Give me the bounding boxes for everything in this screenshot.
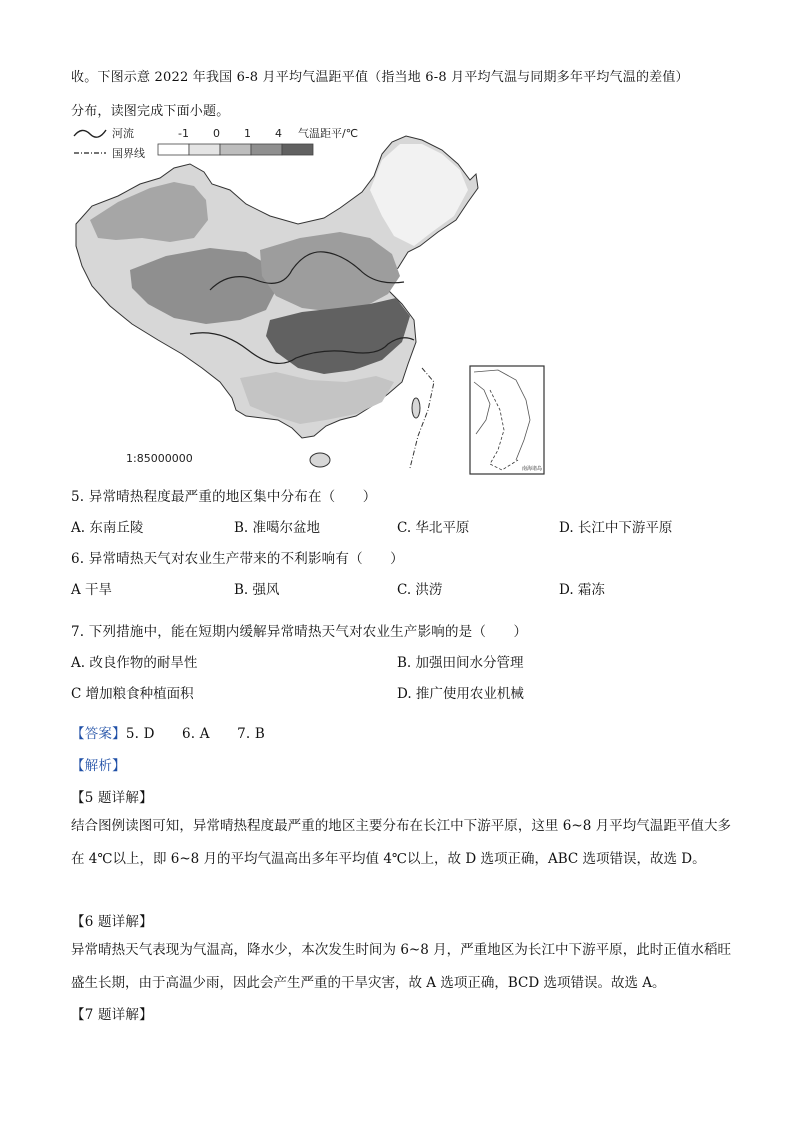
question-7-option-a[interactable]: A. 改良作物的耐旱性 — [71, 655, 198, 671]
question-6-option-b[interactable]: B. 强风 — [234, 582, 280, 598]
answer-text: 5. D 6. A 7. B — [125, 726, 266, 742]
river-legend-icon — [74, 130, 106, 137]
china-map — [76, 136, 478, 468]
legend-swatch-3 — [220, 144, 251, 155]
question-6-stem: 6. 异常晴热天气对农业生产带来的不利影响有（ ） — [71, 551, 404, 567]
maritime-border — [410, 368, 434, 468]
question-5-option-a[interactable]: A. 东南丘陵 — [71, 520, 144, 536]
legend-tick-3: 1 — [244, 127, 251, 140]
answer-line — [71, 722, 265, 742]
question-5-stem: 5. 异常晴热程度最严重的地区集中分布在（ ） — [71, 489, 377, 505]
intro-line-1: 收。下图示意 2022 年我国 6-8 月平均气温距平值（指当地 6-8 月平均气温与同期多年平均气温的差值） — [71, 70, 689, 85]
q7-detail-heading: 【7 题详解】 — [71, 1007, 153, 1023]
legend-swatch-1 — [158, 144, 189, 155]
question-6-option-c[interactable]: C. 洪涝 — [397, 582, 443, 598]
hainan-island — [310, 453, 330, 467]
map-scale: 1:85000000 — [126, 452, 193, 465]
q5-detail-text: 结合图例读图可知，异常晴热程度最严重的地区主要分布在长江中下游平原，这里 6~8 月平均气温距平值大多在 4℃以上，即 6~8 月的平均气温高出多年平均值 4℃以上，故 D 选项正确，ABC 选项错误，故选 D。 — [71, 818, 731, 867]
question-5-option-b[interactable]: B. 准噶尔盆地 — [234, 520, 321, 536]
legend-colorbar — [158, 144, 313, 155]
legend-swatch-2 — [189, 144, 220, 155]
question-6-option-d[interactable]: D. 霜冻 — [559, 582, 605, 598]
question-7-option-d[interactable]: D. 推广使用农业机械 — [397, 686, 524, 702]
xinjiang-region — [90, 182, 208, 242]
temperature-anomaly-map — [70, 120, 550, 480]
legend-tick-1: -1 — [178, 127, 189, 140]
legend-tick-2: 0 — [213, 127, 220, 140]
legend-swatch-4 — [251, 144, 282, 155]
q6-detail-text: 异常晴热天气表现为气温高，降水少，本次发生时间为 6~8 月，严重地区为长江中下游平原，此时正值水稻旺盛生长期，由于高温少雨，因此会产生严重的干旱灾害，故 A 选项正确，BCD 选项错误。故选 A。 — [71, 942, 731, 991]
analysis-tag: 【解析】 — [71, 758, 126, 774]
legend-tick-4: 4 — [275, 127, 282, 140]
taiwan-island — [412, 398, 420, 418]
legend-title: 气温距平/℃ — [298, 127, 359, 140]
question-5-option-c[interactable]: C. 华北平原 — [397, 520, 470, 536]
answer-tag: 【答案】 — [71, 726, 126, 742]
border-legend-label: 国界线 — [112, 147, 145, 160]
question-6-option-a[interactable]: A 干旱 — [71, 582, 113, 598]
south-china-sea-inset — [470, 366, 544, 474]
question-7-option-b[interactable]: B. 加强田间水分管理 — [397, 655, 524, 671]
legend-swatch-5 — [282, 144, 313, 155]
river-legend-label: 河流 — [112, 127, 134, 140]
question-7-stem: 7. 下列措施中，能在短期内缓解异常晴热天气对农业生产影响的是（ ） — [71, 624, 528, 640]
question-5-option-d[interactable]: D. 长江中下游平原 — [559, 520, 673, 536]
q5-detail-heading: 【5 题详解】 — [71, 790, 153, 806]
q6-detail-heading: 【6 题详解】 — [71, 914, 153, 930]
inset-label: 南海诸岛 — [522, 466, 543, 472]
question-7-option-c[interactable]: C 增加粮食种植面积 — [71, 686, 194, 702]
intro-line-2: 分布，读图完成下面小题。 — [71, 104, 230, 119]
